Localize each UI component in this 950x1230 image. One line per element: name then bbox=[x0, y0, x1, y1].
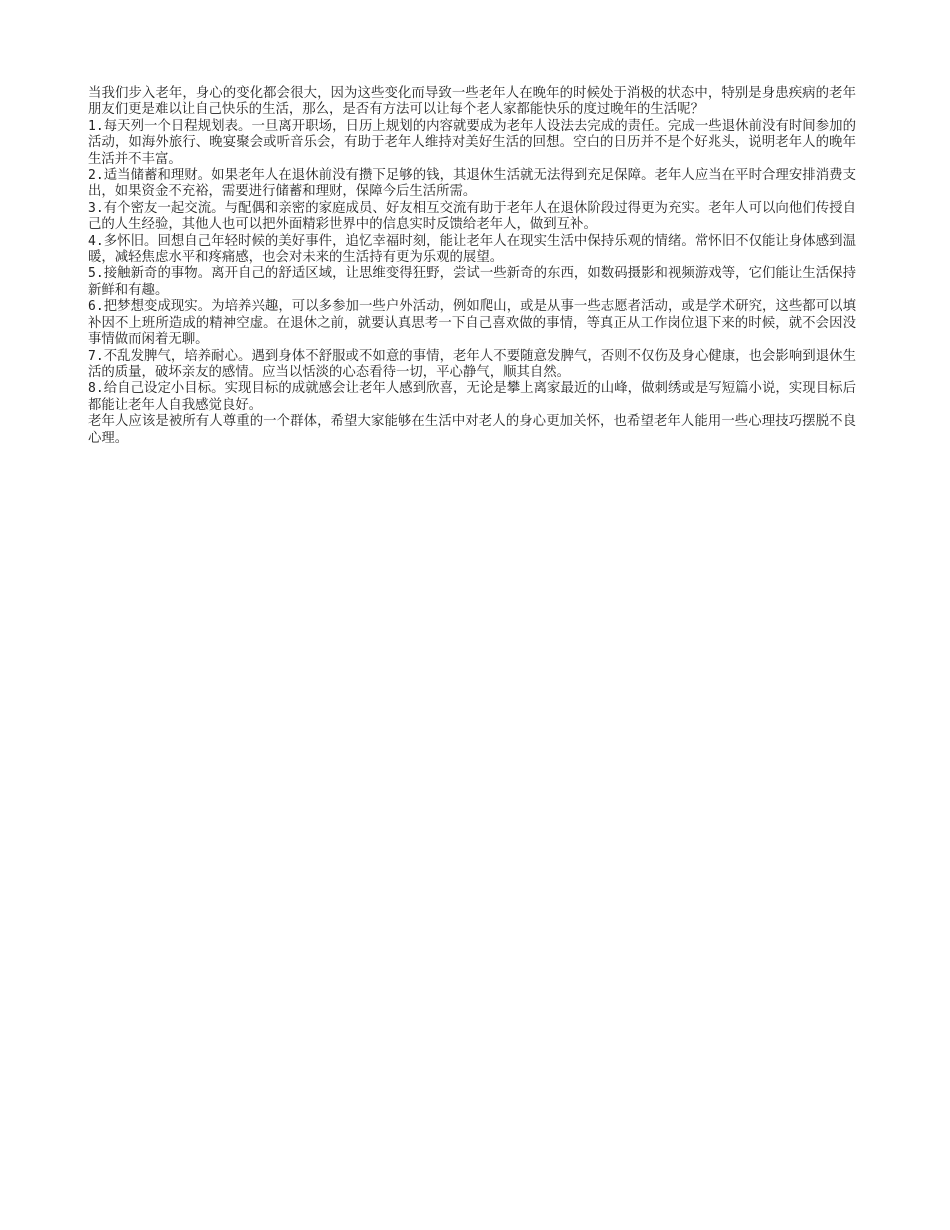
item-number: 3. bbox=[88, 200, 104, 216]
list-item-3 bbox=[88, 201, 856, 234]
item-text: 给自己设定小目标。实现目标的成就感会让老年人感到欣喜，无论是攀上离家最近的山峰，做刺绣或是写短篇小说，实现目标后都能让老年人自我感觉良好。 bbox=[88, 381, 856, 413]
list-item-8 bbox=[88, 381, 856, 414]
item-text: 每天列一个日程规划表。一旦离开职场，日历上规划的内容就要成为老年人设法去完成的责任。完成一些退休前没有时间参加的活动，如海外旅行、晚宴聚会或听音乐会，有助于老年人维持对美好生活的回想。空白的日历并不是个好兆头，说明老年人的晚年生活并不丰富。 bbox=[88, 118, 856, 167]
item-text: 接触新奇的事物。离开自己的舒适区域，让思维变得狂野，尝试一些新奇的东西，如数码摄影和视频游戏等，它们能让生活保持新鲜和有趣。 bbox=[88, 266, 856, 298]
item-number: 1. bbox=[88, 118, 104, 134]
conclusion-paragraph: 老年人应该是被所有人尊重的一个群体，希望大家能够在生活中对老人的身心更加关怀，也希望老年人能用一些心理技巧摆脱不良心理。 bbox=[88, 414, 856, 446]
item-text: 把梦想变成现实。为培养兴趣，可以多参加一些户外活动，例如爬山，或是从事一些志愿者活动，或是学术研究，这些都可以填补因不上班所造成的精神空虚。在退休之前，就要认真思考一下自己喜欢做的事情，等真正从工作岗位退下来的时候，就不会因没事情做而闲着无聊。 bbox=[88, 299, 856, 348]
item-text: 不乱发脾气，培养耐心。遇到身体不舒服或不如意的事情，老年人不要随意发脾气，否则不仅伤及身心健康，也会影响到退休生活的质量，破坏亲友的感情。应当以恬淡的心态看待一切，平心静气，顺其自然。 bbox=[88, 348, 856, 380]
list-item-6 bbox=[88, 299, 856, 348]
item-number: 5. bbox=[88, 266, 104, 282]
intro-paragraph: 当我们步入老年，身心的变化都会很大，因为这些变化而导致一些老年人在晚年的时候处于消极的状态中，特别是身患疾病的老年朋友们更是难以让自己快乐的生活，那么，是否有方法可以让每个老人家都能快乐的度过晚年的生活呢？ bbox=[88, 86, 856, 118]
item-number: 4. bbox=[88, 233, 104, 249]
item-number: 7. bbox=[88, 348, 104, 364]
list-item-4 bbox=[88, 234, 856, 267]
list-item-1 bbox=[88, 119, 856, 168]
item-number: 8. bbox=[88, 381, 104, 397]
item-number: 2. bbox=[88, 168, 104, 184]
item-text: 适当储蓄和理财。如果老年人在退休前没有攒下足够的钱，其退休生活就无法得到充足保障。老年人应当在平时合理安排消费支出，如果资金不充裕，需要进行储蓄和理财，保障今后生活所需。 bbox=[88, 168, 856, 200]
item-text: 多怀旧。回想自己年轻时候的美好事件，追忆幸福时刻，能让老年人在现实生活中保持乐观的情绪。常怀旧不仅能让身体感到温暖，减轻焦虑水平和疼痛感，也会对未来的生活持有更为乐观的展望。 bbox=[88, 233, 856, 266]
item-text: 有个密友一起交流。与配偶和亲密的家庭成员、好友相互交流有助于老年人在退休阶段过得更为充实。老年人可以向他们传授自己的人生经验，其他人也可以把外面精彩世界中的信息实时反馈给老年人，做到互补。 bbox=[88, 200, 856, 233]
list-item-2 bbox=[88, 168, 856, 201]
list-item-5 bbox=[88, 266, 856, 299]
item-number: 6. bbox=[88, 299, 104, 315]
document-body bbox=[88, 86, 856, 447]
list-item-7 bbox=[88, 349, 856, 382]
